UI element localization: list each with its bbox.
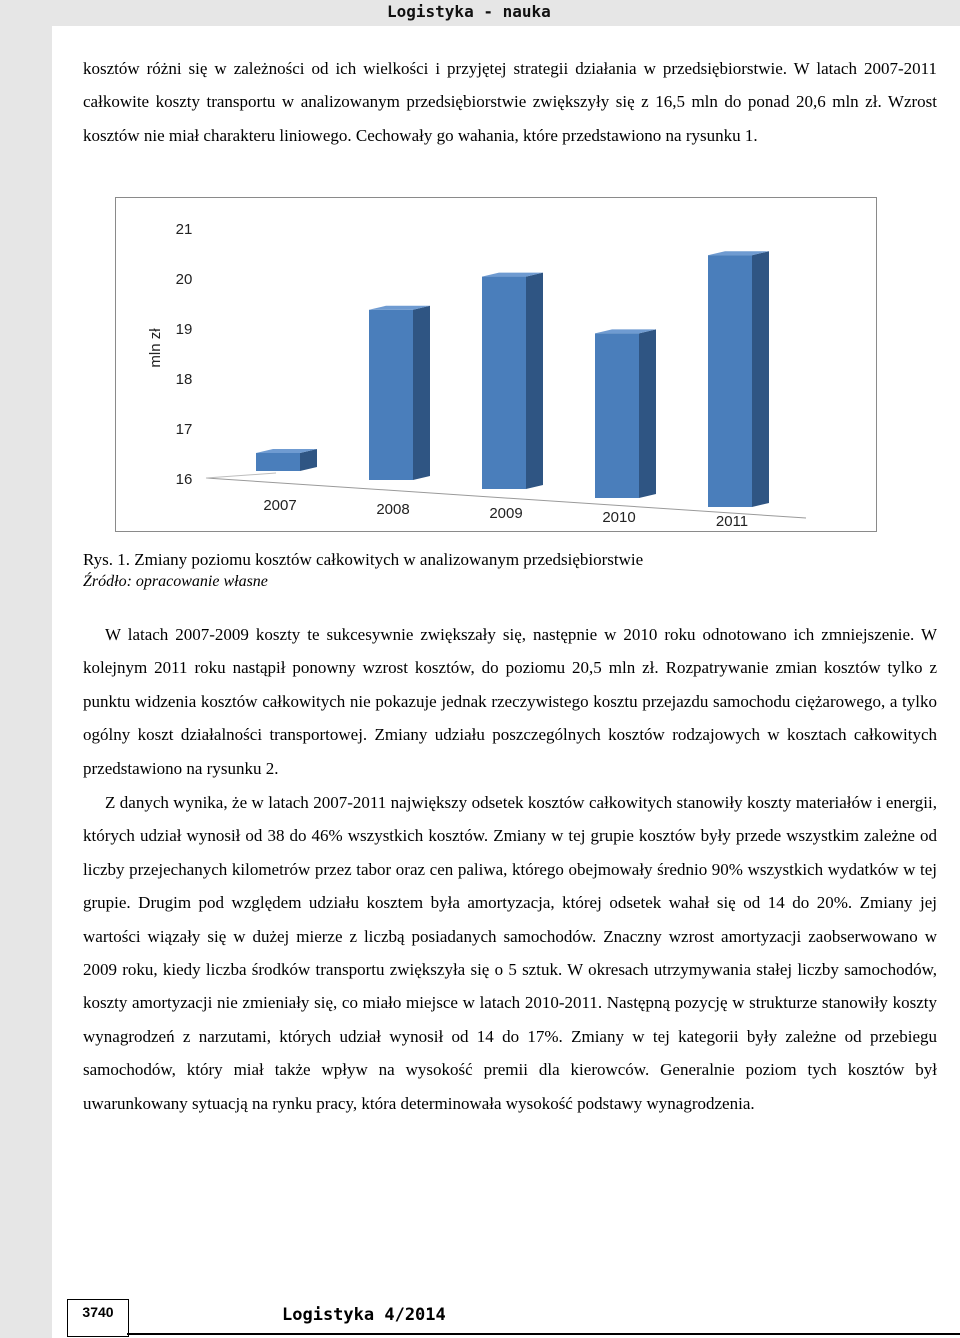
footer-journal: Logistyka 4/2014 — [282, 1305, 446, 1325]
bar — [595, 333, 639, 498]
paragraph-intro: kosztów różni się w zależności od ich wielkości i przyjętej strategii działania w przedsiębiorstwie. W latach 2007-2011 całkowite koszty transportu w analizowanym przedsiębiorstwie zwiększyły się z 16,5 mln do ponad 20,6 mln zł. Wzrost kosztów nie miał charakteru liniowego. Cechowały go wahania, które przedstawiono na rysunku 1. — [83, 59, 937, 145]
y-tick-label: 17 — [175, 421, 193, 438]
x-tick-label: 2009 — [489, 505, 523, 522]
x-tick-label: 2007 — [263, 497, 297, 514]
page-number-box — [67, 1299, 129, 1337]
x-tick-label: 2011 — [715, 513, 749, 530]
paragraph-analysis: W latach 2007-2009 koszty te sukcesywnie zwiększały się, następnie w 2010 roku odnotowano ich zmniejszenie. W kolejnym 2011 roku nastąpił ponowny wzrost kosztów, do poziomu 20,5 mln zł. Rozpatrywanie zmian kosztów tylko z punktu widzenia kosztów całkowitych nie pokazuje jednak rzeczywistego kosztu przejazdu samochodu ciężarowego, a tylko ogólny koszt działalności transportowej. Zmiany udziału poszczególnych kosztów rodzajowych w kosztach całkowitych przedstawiono na rysunku 2. — [83, 625, 937, 778]
paragraph-structure: Z danych wynika, że w latach 2007-2011 największy odsetek kosztów całkowitych stanowiły koszty materiałów i energii, których udział wynosił od 38 do 46% wszystkich kosztów. Zmiany w tej grupie kosztów były przede wszystkim zależne od liczby przejechanych kilometrów przez tabor oraz cen paliwa, którego obejmowały średnio 90% wszystkich wydatków w tej grupie. Drugim pod względem udziału kosztem była amortyzacja, której odsetek wahał się od 14 do 20%. Zmiany jej wartości wiązały się w dużej mierze z liczbą posiadanych samochodów. Znaczny wzrost amortyzacji zaobserwowano w 2009 roku, kiedy liczba środków transportu zwiększyła się o 5 sztuk. W okresach utrzymywania stałej liczby samochodów, koszty amortyzacji nie zmieniały się, co miało miejsce w latach 2010-2011. Następną pozycję w strukturze stanowiły koszty wynagrodzeń z narzutami, których udział wynosił od 14 do 17%. Zmiany w tej kategorii były zależne od przebiegu samochodów, który miał także wpływ na wysokość premii dla kierowców. Generalnie poziom tych kosztów był uwarunkowany sytuacją na rynku pracy, która determinowała wysokość podstawy wynagrodzenia. — [83, 793, 937, 1113]
bar-side — [526, 273, 543, 489]
figure-caption: Rys. 1. Zmiany poziomu kosztów całkowitych w analizowanym przedsiębiorstwie — [83, 550, 644, 569]
bar — [482, 277, 526, 489]
x-tick-label: 2008 — [376, 501, 410, 518]
figure-source: Źródło: opracowanie własne — [83, 573, 268, 590]
y-tick-label: 20 — [175, 271, 193, 288]
footer-rule — [127, 1333, 960, 1335]
y-axis-label: mln zł — [147, 328, 164, 368]
x-tick-label: 2010 — [602, 509, 636, 526]
page-margin-strip — [0, 0, 52, 1338]
bar — [256, 453, 300, 471]
bar-side — [413, 306, 430, 480]
cost-bar-chart — [116, 198, 876, 531]
header-title: Logistyka - nauka — [387, 2, 551, 21]
page-number: 3740 — [82, 1304, 114, 1320]
y-tick-label: 16 — [175, 471, 193, 488]
y-tick-label: 21 — [175, 221, 193, 238]
running-header — [0, 0, 960, 26]
figure-chart — [115, 197, 877, 532]
bar-side — [752, 251, 769, 507]
floor-back-edge — [206, 473, 276, 478]
bar — [708, 255, 752, 507]
bar — [369, 310, 413, 480]
y-tick-label: 19 — [175, 321, 193, 338]
bar-side — [639, 329, 656, 498]
y-tick-label: 18 — [175, 371, 193, 388]
